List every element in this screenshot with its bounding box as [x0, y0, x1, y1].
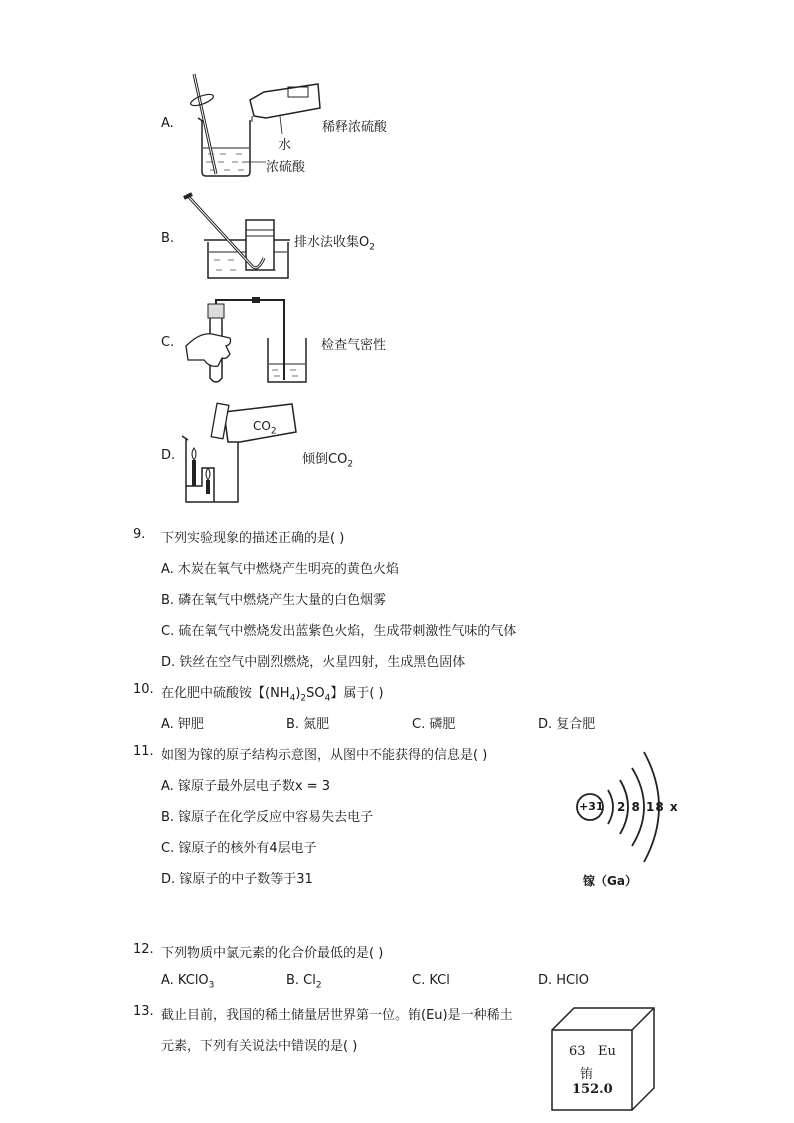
q10-stem: 在化肥中硫酸铵【$(NH_4)_2SO_4$】属于( ) — [161, 686, 384, 704]
gallium-caption: 镓（Ga） — [583, 874, 637, 888]
pour-co2-figure — [180, 398, 300, 508]
q10-option-c: C. 磷肥 — [412, 717, 456, 732]
q10-option-a: A. 钾肥 — [161, 717, 204, 732]
option-d-letter: D. — [161, 448, 176, 463]
q10-option-b: B. 氮肥 — [286, 717, 330, 732]
q9-number: 9. — [133, 527, 146, 542]
q12-number: 12. — [133, 942, 154, 957]
nucleus-label: +31 — [579, 800, 604, 813]
q12-option-d: D. HClO — [538, 973, 589, 988]
q11-stem: 如图为镓的原子结构示意图，从图中不能获得的信息是( ) — [161, 748, 488, 763]
co2-bottle-label: $CO_2$ — [253, 419, 277, 437]
atomic-mass: 152.0 — [572, 1082, 613, 1097]
element-name: 铕 — [580, 1067, 594, 1082]
europium-element-card — [548, 1004, 658, 1114]
q11-option-a: A. 镓原子最外层电子数x = 3 — [161, 779, 331, 794]
airtightness-figure — [182, 294, 322, 389]
gallium-atom-diagram — [568, 742, 668, 892]
q12-option-c: C. KCl — [412, 973, 450, 988]
q9-option-d: D. 铁丝在空气中剧烈燃烧，火星四射，生成黑色固体 — [161, 655, 466, 670]
q9-stem: 下列实验现象的描述正确的是( ) — [161, 531, 345, 546]
q13-number: 13. — [133, 1004, 154, 1019]
q11-number: 11. — [133, 744, 154, 759]
dilute-label: 稀释浓硫酸 — [322, 120, 388, 135]
pour-label: 倾倒$CO_2$ — [302, 452, 354, 470]
option-c-letter: C. — [161, 335, 175, 350]
option-b-letter: B. — [161, 231, 175, 246]
q9-option-c: C. 硫在氧气中燃烧发出蓝紫色火焰，生成带刺激性气味的气体 — [161, 624, 517, 639]
q12-stem: 下列物质中氯元素的化合价最低的是( ) — [161, 946, 384, 961]
q9-option-a: A. 木炭在氧气中燃烧产生明亮的黄色火焰 — [161, 562, 399, 577]
q11-option-c: C. 镓原子的核外有4层电子 — [161, 841, 317, 856]
q10-option-d: D. 复合肥 — [538, 717, 596, 732]
atomic-number: 63 — [569, 1044, 586, 1059]
q12-option-b: B. $Cl_2$ — [286, 973, 322, 991]
water-collection-figure — [180, 192, 290, 287]
q11-option-d: D. 镓原子的中子数等于31 — [161, 872, 313, 887]
q10-number: 10. — [133, 682, 154, 697]
shell-electrons: 2 8 18 x — [617, 800, 679, 814]
q9-option-b: B. 磷在氧气中燃烧产生大量的白色烟雾 — [161, 593, 387, 608]
dilute-acid-figure — [180, 70, 330, 180]
q12-option-a: A. KClO$_3$ — [161, 973, 215, 991]
water-label: 水 — [278, 138, 292, 153]
element-symbol: Eu — [598, 1044, 616, 1059]
collect-label: 排水法收集$O_2$ — [294, 235, 375, 253]
q13-stem-line1: 截止目前，我国的稀土储量居世界第一位。铕(Eu)是一种稀土 — [161, 1008, 513, 1023]
check-label: 检查气密性 — [321, 338, 387, 353]
q13-stem-line2: 元素，下列有关说法中错误的是( ) — [161, 1039, 358, 1054]
acid-label: 浓硫酸 — [266, 160, 306, 175]
q11-option-b: B. 镓原子在化学反应中容易失去电子 — [161, 810, 374, 825]
option-a-letter: A. — [161, 116, 174, 131]
